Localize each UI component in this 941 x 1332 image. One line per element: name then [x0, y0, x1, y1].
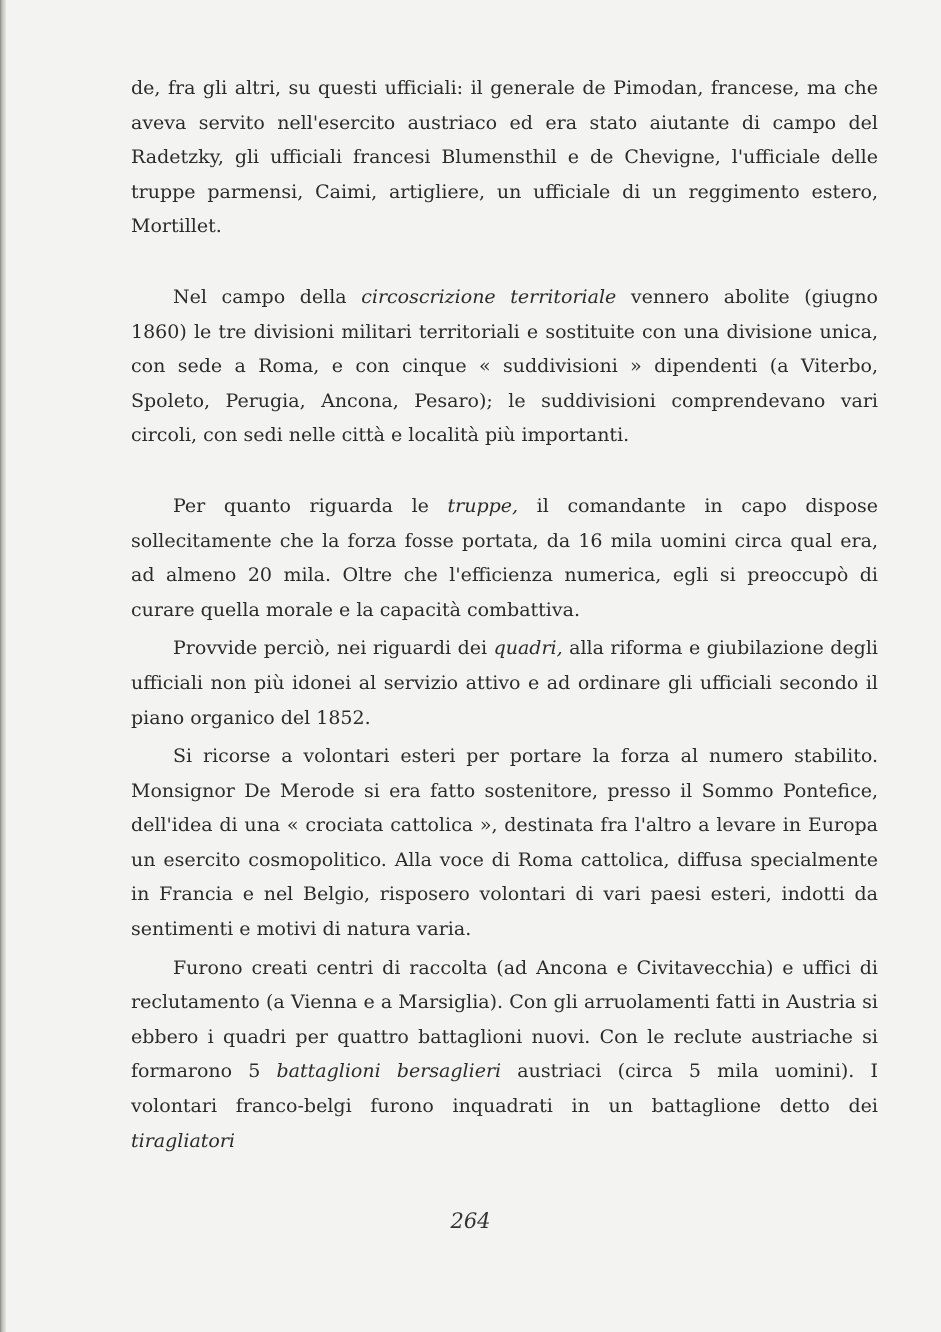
text-segment: il comandante in capo dispose sollecitamente che la forza fosse portata, da 16 mila uomini circa qual era, ad almeno 20 mila. Oltre che l'efficienza numerica, egli si preoccupò di curare quella morale e la capacità combattiva.: [131, 494, 878, 621]
paragraph-1: [131, 71, 878, 244]
text-segment: Nel campo della: [173, 285, 362, 308]
text-segment: Furono creati centri di raccolta (ad Ancona e Civitavecchia) e uffici di reclutamento (a Vienna e a Marsiglia). Con gli arruolamenti fatti in Austria si ebbero i quadri per quattro battaglioni nuovi. Con le reclute austriache si formarono 5: [131, 956, 878, 1083]
binding-edge: [0, 0, 6, 1332]
italic-term: quadri,: [493, 637, 563, 660]
page-number: 264: [450, 1209, 491, 1233]
body-text: [131, 71, 878, 1158]
italic-term: truppe,: [447, 494, 519, 517]
paragraph-3: [131, 489, 878, 627]
text-segment: austriaci (circa 5 mila uomini). I volontari franco-belgi furono inquadrati in un battaglione detto dei: [131, 1060, 879, 1118]
paragraph-2: [131, 280, 878, 453]
paragraph-5: [131, 739, 878, 947]
text-segment: alla riforma e giubilazione degli ufficiali non più idonei al servizio attivo e ad ordinare gli ufficiali secondo il piano organico del 1852.: [131, 637, 878, 729]
italic-term: battaglioni bersaglieri: [276, 1060, 502, 1083]
italic-term: circoscrizione territoriale: [361, 285, 617, 308]
text-segment: Provvide perciò, nei riguardi dei: [173, 637, 494, 660]
text-segment: de, fra gli altri, su questi ufficiali: il generale de Pimodan, francese, ma che aveva servito nell'esercito austriaco ed era stato aiutante di campo del Radetzky, gli ufficiali francesi Blumensthil e de Chevigne, l'ufficiale delle truppe parmensi, Caimi, artigliere, un ufficiale di un reggimento estero, Mortillet.: [131, 77, 878, 238]
paragraph-4: [131, 631, 878, 735]
italic-term: tiragliatori: [131, 1129, 235, 1152]
text-segment: Si ricorse a volontari esteri per portare la forza al numero stabilito. Monsignor De Merode si era fatto sostenitore, presso il Sommo Pontefice, dell'idea di una « crociata cattolica », destinata fra l'altro a levare in Europa un esercito cosmopolitico. Alla voce di Roma cattolica, diffusa specialmente in Francia e nel Belgio, risposero volontari di vari paesi esteri, indotti da sentimenti e motivi di natura varia.: [131, 745, 878, 941]
text-segment: Per quanto riguarda le: [173, 494, 448, 517]
text-segment: vennero abolite (giugno 1860) le tre divisioni militari territoriali e sostituite con una divisione unica, con sede a Roma, e con cinque « suddivisioni » dipendenti (a Viterbo, Spoleto, Perugia, Ancona, Pesaro); le suddivisioni comprendevano vari circoli, con sedi nelle città e località più importanti.: [131, 285, 878, 447]
paragraph-6: [131, 951, 878, 1159]
